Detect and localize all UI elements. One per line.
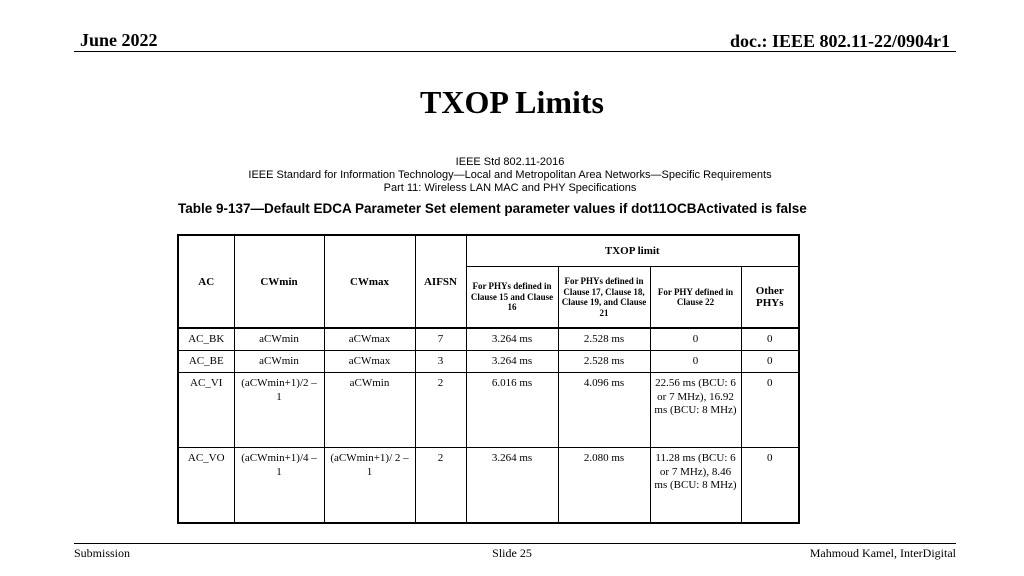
table-row	[178, 328, 799, 351]
footer-rule	[74, 543, 956, 544]
edca-parameter-table	[177, 234, 800, 524]
cell-ac: AC_BE	[178, 351, 234, 373]
cell-ac: AC_VI	[178, 373, 234, 448]
header-aifsn: AIFSN	[415, 235, 466, 328]
footer-submission: Submission	[74, 546, 131, 560]
table-row	[178, 351, 799, 373]
footer-author: Mahmoud Kamel, InterDigital	[809, 546, 956, 560]
cell-ac: AC_VO	[178, 448, 234, 524]
standard-line-3: Part 11: Wireless LAN MAC and PHY Specifications	[383, 182, 637, 194]
cell-txop-1: 6.016 ms	[466, 373, 558, 448]
cell-txop-3: 0	[650, 328, 741, 351]
standard-line-1: IEEE Std 802.11-2016	[455, 156, 565, 168]
header-txop-clause-22: For PHY defined in Clause 22	[650, 267, 741, 329]
cell-txop-4: 0	[741, 373, 799, 448]
header-ac: AC	[178, 235, 234, 328]
standard-line-2: IEEE Standard for Information Technology—Local and Metropolitan Area Networks—Specific Requirements	[248, 169, 772, 181]
cell-cwmax: aCWmax	[324, 351, 415, 373]
standard-header	[150, 156, 870, 195]
table-row	[178, 373, 799, 448]
cell-txop-2: 2.528 ms	[558, 351, 650, 373]
cell-aifsn: 2	[415, 448, 466, 524]
header-cwmin: CWmin	[234, 235, 324, 328]
cell-cwmax: aCWmin	[324, 373, 415, 448]
header-txop-clause-15-16: For PHYs defined in Clause 15 and Clause 16	[466, 267, 558, 329]
cell-cwmin: (aCWmin+1)/2 – 1	[234, 373, 324, 448]
header-cwmax: CWmax	[324, 235, 415, 328]
cell-txop-3: 22.56 ms (BCU: 6 or 7 MHz), 16.92 ms (BCU: 8 MHz)	[650, 373, 741, 448]
cell-txop-4: 0	[741, 328, 799, 351]
table-caption: Table 9-137—Default EDCA Parameter Set element parameter values if dot11OCBActivated is false	[178, 201, 807, 216]
cell-cwmin: aCWmin	[234, 328, 324, 351]
cell-ac: AC_BK	[178, 328, 234, 351]
header-txop-other: Other PHYs	[741, 267, 799, 329]
cell-txop-4: 0	[741, 351, 799, 373]
table-row	[178, 448, 799, 524]
cell-aifsn: 3	[415, 351, 466, 373]
header-rule	[74, 51, 956, 52]
cell-aifsn: 2	[415, 373, 466, 448]
header-txop-clause-17-21: For PHYs defined in Clause 17, Clause 18, Clause 19, and Clause 21	[558, 267, 650, 329]
cell-txop-1: 3.264 ms	[466, 328, 558, 351]
header-doc-id: doc.: IEEE 802.11-22/0904r1	[729, 31, 950, 51]
cell-txop-1: 3.264 ms	[466, 448, 558, 524]
header-date: June 2022	[80, 30, 158, 50]
cell-txop-3: 11.28 ms (BCU: 6 or 7 MHz), 8.46 ms (BCU: 8 MHz)	[650, 448, 741, 524]
footer-slide-number: Slide 25	[492, 546, 532, 560]
cell-txop-2: 2.080 ms	[558, 448, 650, 524]
header-txop-limit: TXOP limit	[466, 235, 799, 267]
cell-txop-2: 2.528 ms	[558, 328, 650, 351]
cell-cwmin: aCWmin	[234, 351, 324, 373]
cell-txop-1: 3.264 ms	[466, 351, 558, 373]
cell-txop-3: 0	[650, 351, 741, 373]
cell-aifsn: 7	[415, 328, 466, 351]
cell-cwmax: (aCWmin+1)/ 2 – 1	[324, 448, 415, 524]
cell-cwmax: aCWmax	[324, 328, 415, 351]
cell-txop-4: 0	[741, 448, 799, 524]
cell-cwmin: (aCWmin+1)/4 – 1	[234, 448, 324, 524]
cell-txop-2: 4.096 ms	[558, 373, 650, 448]
slide-title: TXOP Limits	[419, 84, 604, 120]
